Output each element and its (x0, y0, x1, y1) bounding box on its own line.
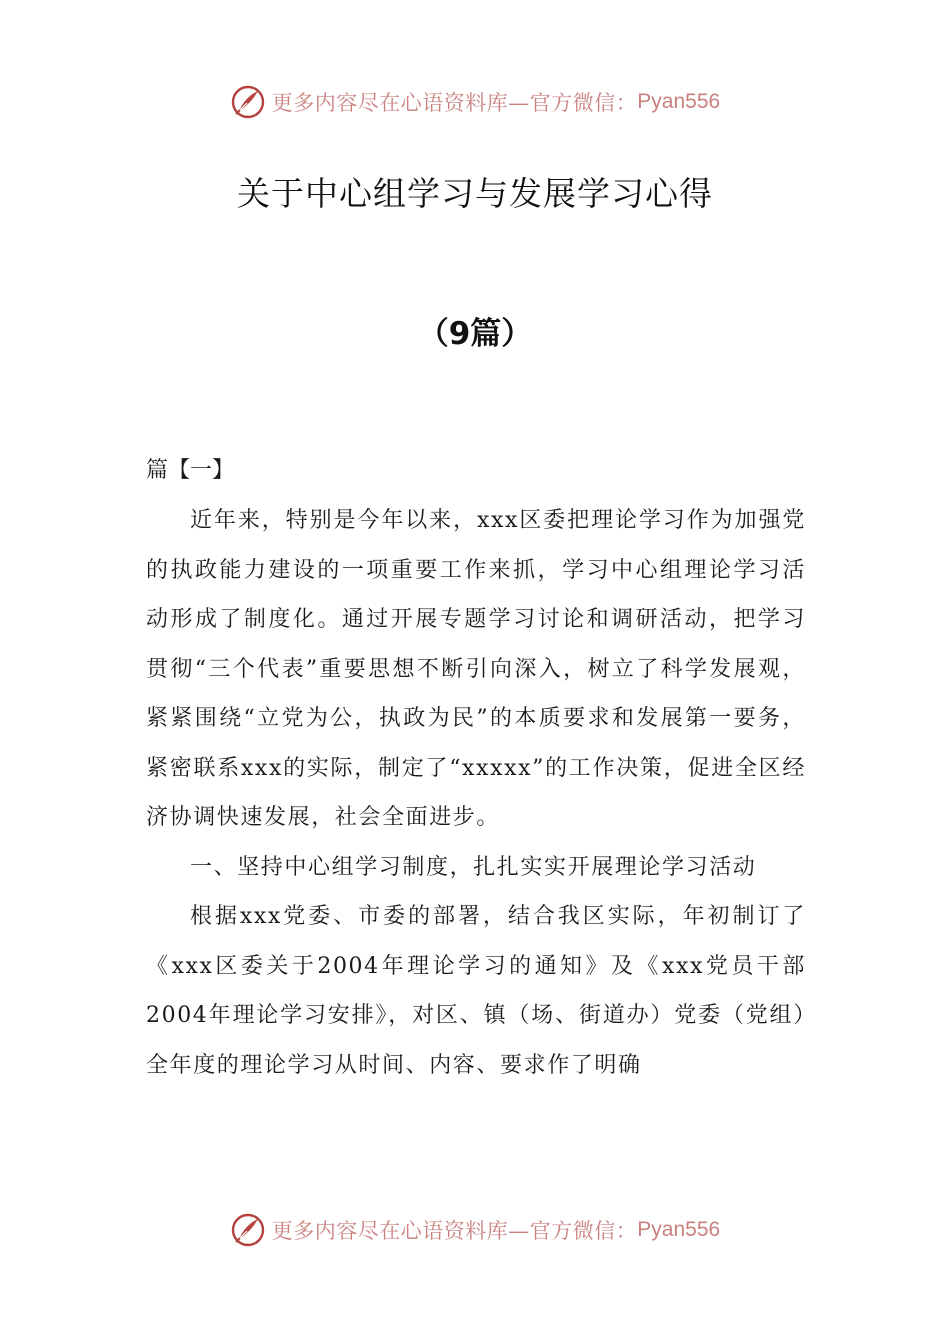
watermark-banner-top (0, 80, 950, 124)
watermark-wechat-id: Pyan556 (637, 1218, 721, 1241)
paragraph-intro: 近年来，特别是今年以来，xxx区委把理论学习作为加强党的执政能力建设的一项重要工作来抓，学习中心组理论学习活动形成了制度化。通过开展专题学习讨论和调研活动，把学习贯彻“三个代表”重要思想不断引向深入，树立了科学发展观，紧紧围绕“立党为公，执政为民”的本质要求和发展第一要务，紧密联系xxx的实际，制定了“xxxxx”的工作决策，促进全区经济协调快速发展，社会全面进步。 (146, 508, 806, 830)
quill-pen-logo-icon (230, 1212, 266, 1248)
section-label: 篇【一】 (146, 458, 235, 483)
document-body (146, 446, 806, 1090)
paragraph-study-plan: 根据xxx党委、市委的部署，结合我区实际，年初制订了《xxx区委关于2004年理论学习的通知》及《xxx党员干部2004年理论学习安排》，对区、镇（场、街道办）党委（党组）全年度的理论学习从时间、内容、要求作了明确 (146, 904, 806, 1078)
watermark-wechat-id: Pyan556 (637, 90, 721, 113)
watermark-banner-bottom (0, 1208, 950, 1252)
document-subtitle: （9篇） (417, 316, 533, 352)
watermark-text: 更多内容尽在心语资料库—官方微信： (271, 91, 638, 115)
watermark-text: 更多内容尽在心语资料库—官方微信： (271, 1219, 638, 1243)
document-title: 关于中心组学习与发展学习心得 (237, 174, 713, 213)
quill-pen-logo-icon (230, 84, 266, 120)
paragraph-heading-one: 一、坚持中心组学习制度，扎扎实实开展理论学习活动 (190, 854, 757, 880)
